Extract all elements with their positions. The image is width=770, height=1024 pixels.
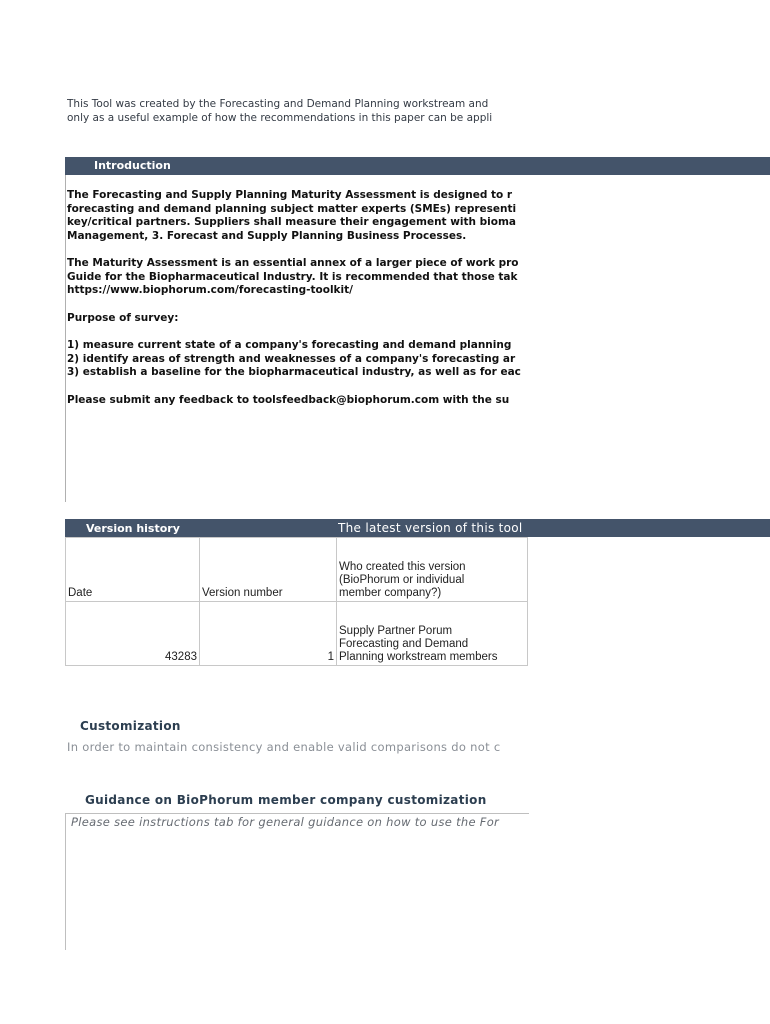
intro-p1-line-2: forecasting and demand planning subject matter experts (SMEs) representi [67,202,517,215]
purpose-heading [67,312,528,326]
latest-version-note: The latest version of this tool [338,521,523,535]
intro-p1-line-3: key/critical partners. Suppliers shall measure their engagement with bioma [67,216,517,228]
row-date[interactable]: 43283 [66,602,200,666]
intro-p1-line-1: The Forecasting and Supply Planning Maturity Assessment is designed to r [67,189,513,201]
column-header-date: Date [66,538,200,602]
table-row [66,602,528,666]
version-history-table [65,537,528,666]
table-header-row [66,538,528,602]
row-version[interactable]: 1 [200,602,337,666]
customization-text: In order to maintain consistency and enable valid comparisons do not c [67,740,501,754]
introduction-heading: Introduction [94,159,171,172]
guidance-input-box[interactable] [65,813,529,950]
row-creator-line-2: Forecasting and Demand [339,638,469,650]
purpose-list [67,339,528,380]
feedback-text: Please submit any feedback to toolsfeedback@biophorum.com with the su [67,394,510,406]
row-creator[interactable] [337,602,528,666]
tool-origin-line-2: only as a useful example of how the recommendations in this paper can be appli [67,112,493,124]
creator-header-line-2: (BioPhorum or individual [339,574,465,586]
feedback-note [67,394,528,408]
introduction-paragraph-1 [67,189,528,243]
purpose-heading-text: Purpose of survey: [67,312,179,324]
tool-origin-note [67,97,528,125]
introduction-paragraph-2 [67,257,528,298]
tool-origin-line-1: This Tool was created by the Forecasting and Demand Planning workstream and [67,98,489,110]
creator-header-line-3: member company?) [339,587,442,599]
creator-header-line-1: Who created this version [339,561,466,573]
purpose-item-3: 3) establish a baseline for the biopharmaceutical industry, as well as for eac [67,366,521,378]
toolkit-link[interactable]: https://www.biophorum.com/forecasting-toolkit/ [67,284,353,296]
row-creator-line-1: Supply Partner Porum [339,625,453,637]
version-history-heading: Version history [86,522,180,535]
intro-p2-line-1: The Maturity Assessment is an essential annex of a larger piece of work pro [67,257,519,269]
introduction-left-border [65,175,66,502]
intro-p2-line-2: Guide for the Biopharmaceutical Industry. It is recommended that those tak [67,270,518,283]
guidance-heading: Guidance on BioPhorum member company customization [85,793,487,807]
row-creator-line-3: Planning workstream members [339,651,498,663]
column-header-version: Version number [200,538,337,602]
column-header-creator [337,538,528,602]
customization-heading: Customization [80,719,181,733]
intro-p1-line-4: Management, 3. Forecast and Supply Planning Business Processes. [67,229,467,242]
purpose-item-2: 2) identify areas of strength and weaknesses of a company's forecasting ar [67,352,516,365]
purpose-item-1: 1) measure current state of a company's forecasting and demand planning [67,339,512,351]
guidance-text: Please see instructions tab for general guidance on how to use the For [71,815,500,829]
